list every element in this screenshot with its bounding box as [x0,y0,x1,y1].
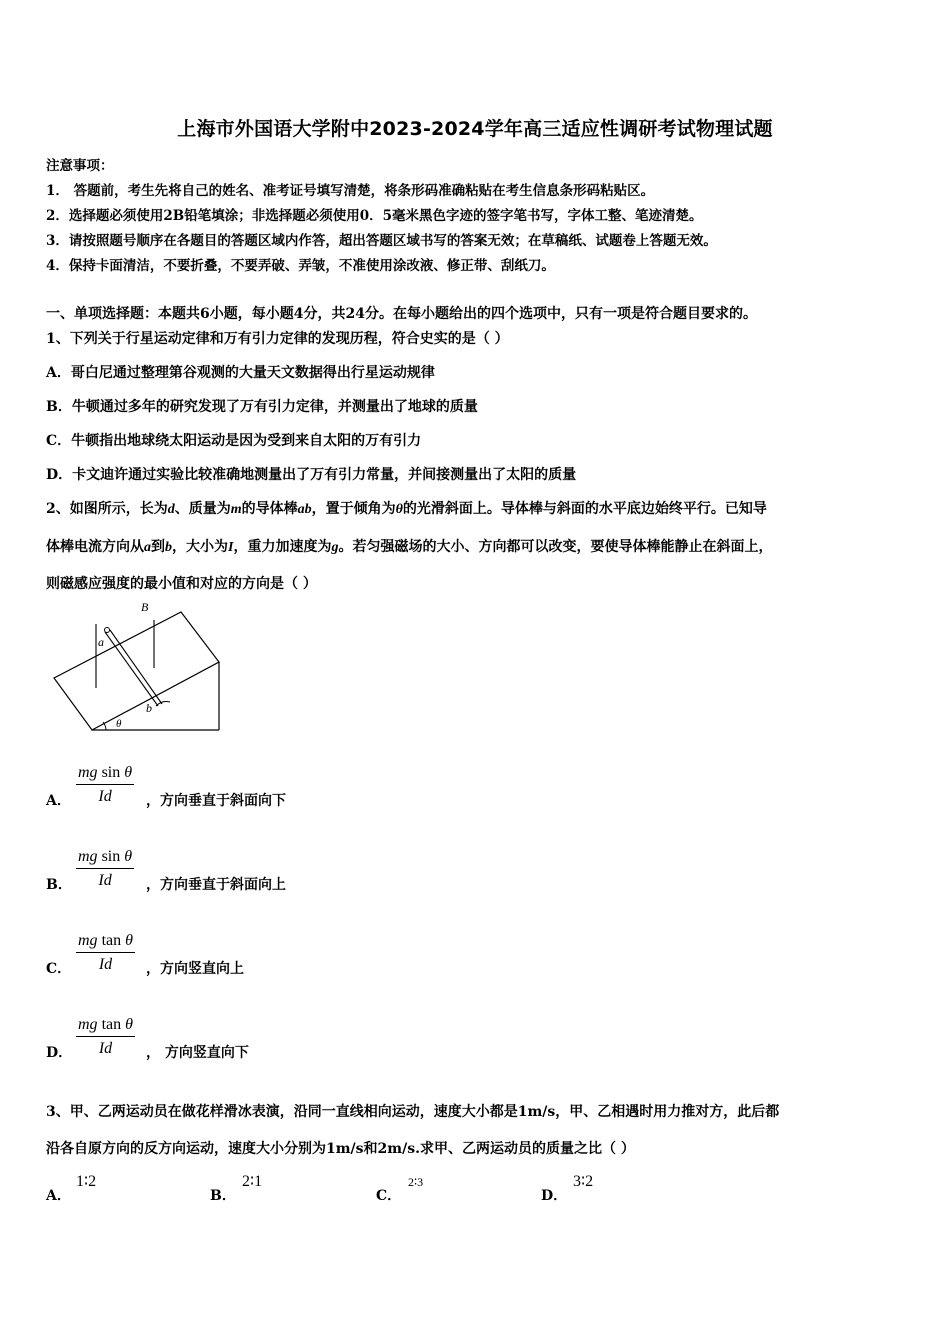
conductor-rod [105,632,158,706]
q2-stem-line-1: 2、如图所示，长为d、质量为m的导体棒ab，置于倾角为θ的光滑斜面上。导体棒与斜面的水平底边始终平行。已知导 [46,501,767,517]
notice-item-1: 1． 答题前，考生先将自己的姓名、准考证号填写清楚，将条形码准确粘贴在考生信息条形码粘贴区。 [46,183,655,199]
q2-option-a-fraction: $\frac{\text{mg sin θ}}{Id}$ [78,764,133,805]
label-a: a [98,635,104,649]
q2-stem-line-3: 则磁感应强度的最小值和对应的方向是（ ） [46,576,317,592]
q1-option-c: C．牛顿指出地球绕太阳运动是因为受到来自太阳的万有引力 [46,433,422,449]
notice-item-2: 2．选择题必须使用2B铅笔填涂；非选择题必须使用0．5毫米黑色字迹的签字笔书写，字体工整、笔迹清楚。 [46,208,703,224]
q2-option-b-text: ，方向垂直于斜面向上 [146,877,286,893]
q2-option-b-label: B． [46,877,72,893]
q2-option-d-text: ， 方向竖直向下 [146,1045,249,1061]
q2-stem-line-2: 体棒电流方向从a到b，大小为I，重力加速度为g。若匀强磁场的大小、方向都可以改变，要使导体棒能静止在斜面上， [46,539,773,555]
q2-option-c-fraction: $\frac{\text{mg tan θ}}{Id}$ [78,932,133,973]
section-heading: 一、单项选择题：本题共6小题，每小题4分，共24分。在每小题给出的四个选项中，只有一项是符合题目要求的。 [46,306,757,322]
q1-option-b: B．牛顿通过多年的研究发现了万有引力定律，并测量出了地球的质量 [46,399,478,415]
q3-stem-line-1: 3、甲、乙两运动员在做花样滑冰表演，沿同一直线相向运动，速度大小都是1m/s，甲、乙相遇时用力推对方，此后都 [46,1104,780,1120]
q3-option-b-value: 2∶1 [242,1173,263,1190]
q3-option-b-label: B． [210,1188,236,1204]
q3-option-c-label: C． [376,1188,402,1204]
q2-option-b-fraction: $\frac{\text{mg sin θ}}{Id}$ [78,848,133,889]
q2-option-c-text: ，方向竖直向上 [146,961,244,977]
label-B: B [141,600,149,614]
q1-option-a: A．哥白尼通过整理第谷观测的大量天文数据得出行星运动规律 [46,365,435,381]
q3-option-d-label: D． [541,1188,568,1204]
q3-option-a-label: A． [46,1188,71,1204]
q3-option-c-value: 2∶3 [408,1175,424,1189]
q1-stem: 1、下列关于行星运动定律和万有引力定律的发现历程，符合史实的是（ ） [46,331,509,347]
q2-option-a-text: ，方向垂直于斜面向下 [146,793,286,809]
slope-surface [54,612,219,730]
q2-option-a-label: A． [46,793,71,809]
page-title: 上海市外国语大学附中2023-2024学年高三适应性调研考试物理试题 [177,118,773,140]
q3-option-a-value: 1∶2 [76,1173,97,1190]
notice-item-3: 3．请按照题号顺序在各题目的答题区域内作答，超出答题区域书写的答案无效；在草稿纸、试题卷上答题无效。 [46,233,717,249]
label-b: b [146,701,152,715]
q3-stem-line-2: 沿各自原方向的反方向运动，速度大小分别为1m/s和2m/s.求甲、乙两运动员的质量之比（ ） [46,1141,635,1157]
q2-option-d-fraction: $\frac{\text{mg tan θ}}{Id}$ [78,1016,133,1057]
notice-item-4: 4．保持卡面清洁，不要折叠，不要弄破、弄皱，不准使用涂改液、修正带、刮纸刀。 [46,258,555,274]
q1-option-d: D．卡文迪许通过实验比较准确地测量出了万有引力常量，并间接测量出了太阳的质量 [46,467,577,483]
label-theta: θ [116,718,122,730]
q3-option-d-value: 3∶2 [573,1173,594,1190]
incline-figure [48,598,228,738]
q2-option-c-label: C． [46,961,72,977]
notice-heading: 注意事项： [46,158,114,174]
q2-option-d-label: D． [46,1045,73,1061]
